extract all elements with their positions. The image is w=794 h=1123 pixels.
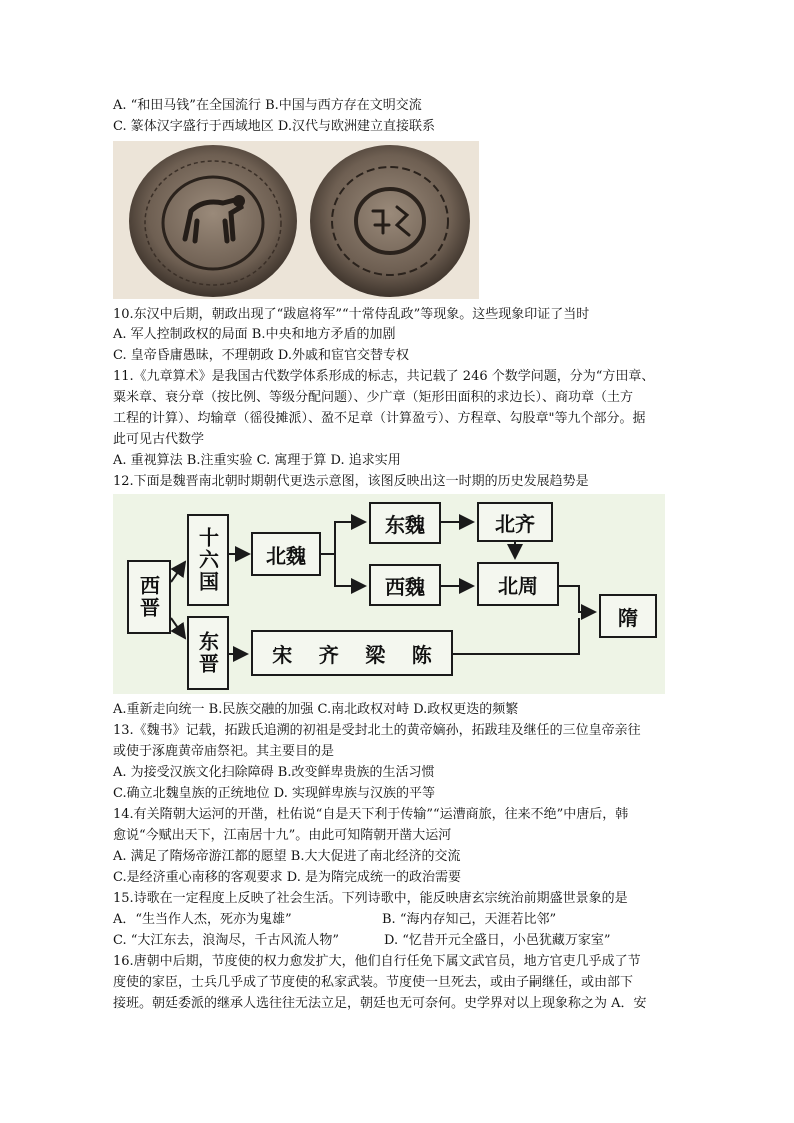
q9-options-ab: A. “和田马钱”在全国流行 B.中国与西方存在文明交流: [113, 98, 422, 113]
q10-options-ab: A. 军人控制政权的局面 B.中央和地方矛盾的加剧: [113, 327, 396, 342]
coin-photo: [113, 141, 479, 299]
q13-stem-line: 13.《魏书》记载，拓跋氏追溯的初祖是受封北土的黄帝嫡孙，拓跋珪及继任的三位皇帝亲往: [113, 723, 641, 738]
dynasty-diagram: [113, 494, 665, 694]
node-beiqi: 北齐: [477, 502, 553, 542]
q16-stem-line: 接班。朝廷委派的继承人选往往无法立足，朝廷也无可奈何。史学界对以上现象称之为 A．安: [113, 996, 647, 1011]
coin-obverse: [129, 145, 297, 297]
q14-stem-line: 14.有关隋朝大运河的开凿，杜佑说“自是天下利于传输”“运漕商旅，往来不绝”中唐后，韩: [113, 807, 629, 822]
node-qi: 齐: [318, 642, 339, 667]
node-song: 宋: [272, 642, 293, 667]
q15-option-d: D. “忆昔开元全盛日，小邑犹藏万家室”: [384, 933, 611, 948]
node-beizhou: 北周: [477, 562, 559, 606]
node-dongjin: 东晋: [187, 616, 229, 690]
q11-options: A. 重视算法 B.注重实验 C. 寓理于算 D. 追求实用: [113, 453, 401, 468]
node-liang: 梁: [365, 642, 386, 667]
q13-stem-line: 或使于涿鹿黄帝庙祭祀。其主要目的是: [113, 744, 335, 759]
q14-options-cd: C.是经济重心南移的客观要求 D. 是为隋完成统一的政治需要: [113, 870, 461, 885]
node-sui: 隋: [599, 594, 657, 638]
q15-stem: 15.诗歌在一定程度上反映了社会生活。下列诗歌中，能反映唐玄宗统治前期盛世景象的是: [113, 891, 628, 906]
node-beiwei: 北魏: [251, 532, 321, 576]
q15-option-a: A．“生当作人杰，死亦为鬼雄”: [113, 912, 292, 927]
node-shiliuguo: 十六国: [187, 514, 229, 606]
q14-options-ab: A. 满足了隋炀帝游江都的愿望 B.大大促进了南北经济的交流: [113, 849, 461, 864]
q15-option-c: C. “大江东去，浪淘尽，千古风流人物”: [113, 933, 340, 948]
q12-options: A.重新走向统一 B.民族交融的加强 C.南北政权对峙 D.政权更迭的频繁: [113, 702, 519, 717]
q10-options-cd: C. 皇帝昏庸愚昧，不理朝政 D.外戚和宦官交替专权: [113, 348, 409, 363]
node-chen: 陈: [411, 642, 432, 667]
q11-stem-line: 粟米章、衰分章（按比例、等级分配问题）、少广章（矩形田面积的求边长）、商功章（土方: [113, 390, 634, 405]
q16-stem-line: 16.唐朝中后期，节度使的权力愈发扩大，他们自行任免下属文武官员，地方官吏几乎成了节: [113, 954, 641, 969]
coin-reverse: [310, 145, 470, 297]
q13-options-cd: C.确立北魏皇族的正统地位 D. 实现鲜卑族与汉族的平等: [113, 786, 435, 801]
q11-stem-line: 此可见古代数学: [113, 432, 205, 447]
q16-stem-line: 度使的家臣，士兵几乎成了节度使的私家武装。节度使一旦死去，或由子嗣继任，或由部下: [113, 975, 634, 990]
q10-stem: 10.东汉中后期，朝政出现了“跋扈将军”“十常侍乱政”等现象。这些现象印证了当时: [113, 307, 590, 322]
q14-stem-line: 愈说“今赋出天下，江南居十九”。由此可知隋朝开凿大运河: [113, 828, 452, 843]
q12-stem: 12.下面是魏晋南北朝时期朝代更迭示意图，该图反映出这一时期的历史发展趋势是: [113, 474, 589, 489]
q9-options-cd: C. 篆体汉字盛行于西域地区 D.汉代与欧洲建立直接联系: [113, 119, 435, 134]
node-xiwei: 西魏: [369, 564, 441, 606]
q15-option-b: B. “海内存知己，天涯若比邻”: [382, 912, 557, 927]
node-xijin: 西晋: [127, 560, 171, 634]
q13-options-ab: A. 为接受汉族文化扫除障碍 B.改变鲜卑贵族的生活习惯: [113, 765, 435, 780]
q11-stem-line: 11.《九章算术》是我国古代数学体系形成的标志，共记载了 246 个数学问题，分为“方田章、: [113, 369, 655, 384]
node-dongwei: 东魏: [369, 502, 441, 544]
node-southern-dynasties: [251, 630, 453, 676]
q11-stem-line: 工程的计算）、均输章（徭役摊派）、盈不足章（计算盈亏）、方程章、勾股章"等九个部分。据: [113, 411, 646, 426]
